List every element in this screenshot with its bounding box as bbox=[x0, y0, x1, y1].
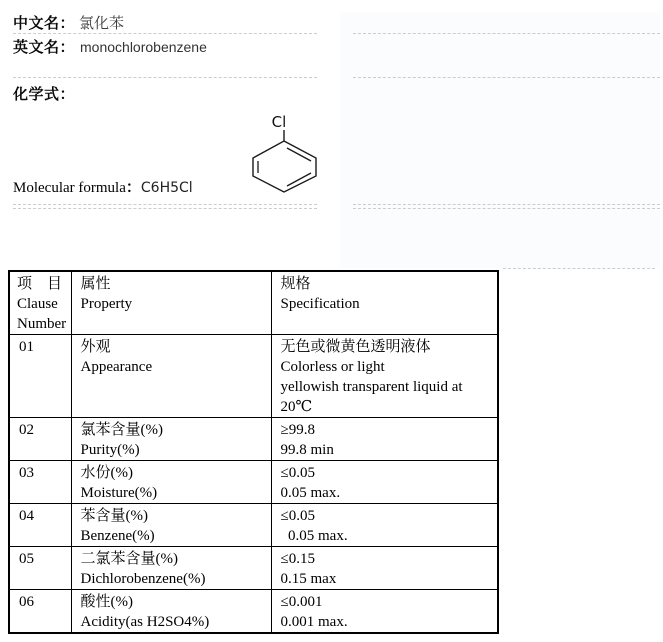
property-zh: 水份(%) bbox=[80, 465, 133, 481]
spec-line: 0.001 max. bbox=[280, 614, 348, 630]
spec-cell bbox=[271, 335, 498, 418]
property-zh: 外观 bbox=[80, 339, 111, 355]
specification-table bbox=[8, 270, 499, 634]
header-spec-zh: 规格 bbox=[280, 276, 311, 292]
spec-cell bbox=[271, 461, 498, 504]
separator-line bbox=[353, 77, 660, 78]
property-zh: 二氯苯含量(%) bbox=[80, 551, 178, 567]
header-clause-zh: 项 目 bbox=[17, 276, 63, 292]
english-name-label: 英文名： bbox=[13, 39, 76, 56]
clause-number: 06 bbox=[19, 594, 34, 610]
spec-line: yellowish transparent liquid at 20℃ bbox=[280, 379, 467, 415]
header-cell-clause bbox=[9, 271, 71, 335]
property-cell bbox=[71, 504, 271, 547]
clause-cell bbox=[9, 547, 71, 590]
property-en: Dichlorobenzene(%) bbox=[80, 571, 206, 587]
spec-cell bbox=[271, 547, 498, 590]
clause-number: 01 bbox=[19, 339, 34, 355]
header-clause-en1: Clause bbox=[17, 296, 58, 312]
chinese-name-row bbox=[13, 12, 124, 33]
separator-line bbox=[503, 268, 655, 269]
header-cell-property bbox=[71, 271, 271, 335]
clause-cell bbox=[9, 590, 71, 634]
spec-line: 0.05 max. bbox=[280, 528, 348, 544]
property-en: Benzene(%) bbox=[80, 528, 155, 544]
molecular-formula-colon: ： bbox=[125, 180, 141, 196]
property-en: Moisture(%) bbox=[80, 485, 158, 501]
spec-cell bbox=[271, 418, 498, 461]
separator-line bbox=[353, 33, 660, 34]
property-zh: 氯苯含量(%) bbox=[80, 422, 163, 438]
table-row bbox=[9, 590, 498, 634]
molecular-formula-row bbox=[13, 176, 193, 197]
formula-section-row bbox=[13, 83, 75, 104]
table-row bbox=[9, 335, 498, 418]
formula-section-label: 化学式： bbox=[13, 86, 76, 103]
table-row bbox=[9, 418, 498, 461]
benzene-hexagon bbox=[253, 141, 316, 192]
table-header-row bbox=[9, 271, 498, 335]
separator-line bbox=[13, 77, 317, 78]
separator-line bbox=[353, 208, 660, 209]
clause-cell bbox=[9, 418, 71, 461]
header-spec-en: Specification bbox=[280, 296, 360, 312]
clause-number: 04 bbox=[19, 508, 34, 524]
table-row bbox=[9, 547, 498, 590]
table-row bbox=[9, 504, 498, 547]
separator-line bbox=[13, 208, 317, 209]
spec-line: ≤0.001 bbox=[280, 594, 323, 610]
spec-line: Colorless or light bbox=[280, 359, 385, 375]
english-name-value: monochlorobenzene bbox=[80, 39, 207, 55]
separator-line bbox=[353, 204, 660, 205]
spec-line: ≤0.15 bbox=[280, 551, 315, 567]
chinese-name-label: 中文名： bbox=[13, 15, 76, 32]
benzene-ring-structure bbox=[245, 105, 325, 200]
clause-cell bbox=[9, 335, 71, 418]
header-cell-specification bbox=[271, 271, 498, 335]
spec-line: 0.05 max. bbox=[280, 485, 341, 501]
header-property-zh: 属性 bbox=[80, 276, 111, 292]
property-cell bbox=[71, 335, 271, 418]
property-zh: 苯含量(%) bbox=[80, 508, 148, 524]
spec-line: 无色或微黄色透明液体 bbox=[280, 339, 431, 355]
spec-cell bbox=[271, 504, 498, 547]
spec-line: ≤0.05 bbox=[280, 508, 315, 524]
molecular-formula-value: C6H5Cl bbox=[140, 180, 193, 196]
header-property-en: Property bbox=[80, 296, 133, 312]
spec-line: 99.8 min bbox=[280, 442, 334, 458]
table-row bbox=[9, 461, 498, 504]
english-name-row bbox=[13, 36, 207, 57]
clause-cell bbox=[9, 504, 71, 547]
clause-number: 03 bbox=[19, 465, 34, 481]
clause-number: 02 bbox=[19, 422, 34, 438]
property-cell bbox=[71, 418, 271, 461]
double-bond bbox=[287, 148, 311, 161]
property-en: Acidity(as H2SO4%) bbox=[80, 614, 210, 630]
chinese-name-value: 氯化苯 bbox=[79, 15, 125, 32]
header-clause-en2: Number bbox=[17, 316, 67, 332]
spec-line: 0.15 max bbox=[280, 571, 337, 587]
spec-cell bbox=[271, 590, 498, 634]
background-panel bbox=[340, 12, 660, 268]
spec-line: ≥99.8 bbox=[280, 422, 315, 438]
spec-line: ≤0.05 bbox=[280, 465, 315, 481]
property-zh: 酸性(%) bbox=[80, 594, 133, 610]
property-cell bbox=[71, 461, 271, 504]
property-cell bbox=[71, 547, 271, 590]
separator-line bbox=[13, 33, 317, 34]
property-en: Purity(%) bbox=[80, 442, 140, 458]
chlorine-atom-label: Cl bbox=[271, 113, 287, 131]
separator-line bbox=[13, 204, 317, 205]
property-cell bbox=[71, 590, 271, 634]
clause-cell bbox=[9, 461, 71, 504]
clause-number: 05 bbox=[19, 551, 34, 567]
property-en: Appearance bbox=[80, 359, 153, 375]
molecular-formula-label: Molecular formula bbox=[13, 180, 126, 196]
